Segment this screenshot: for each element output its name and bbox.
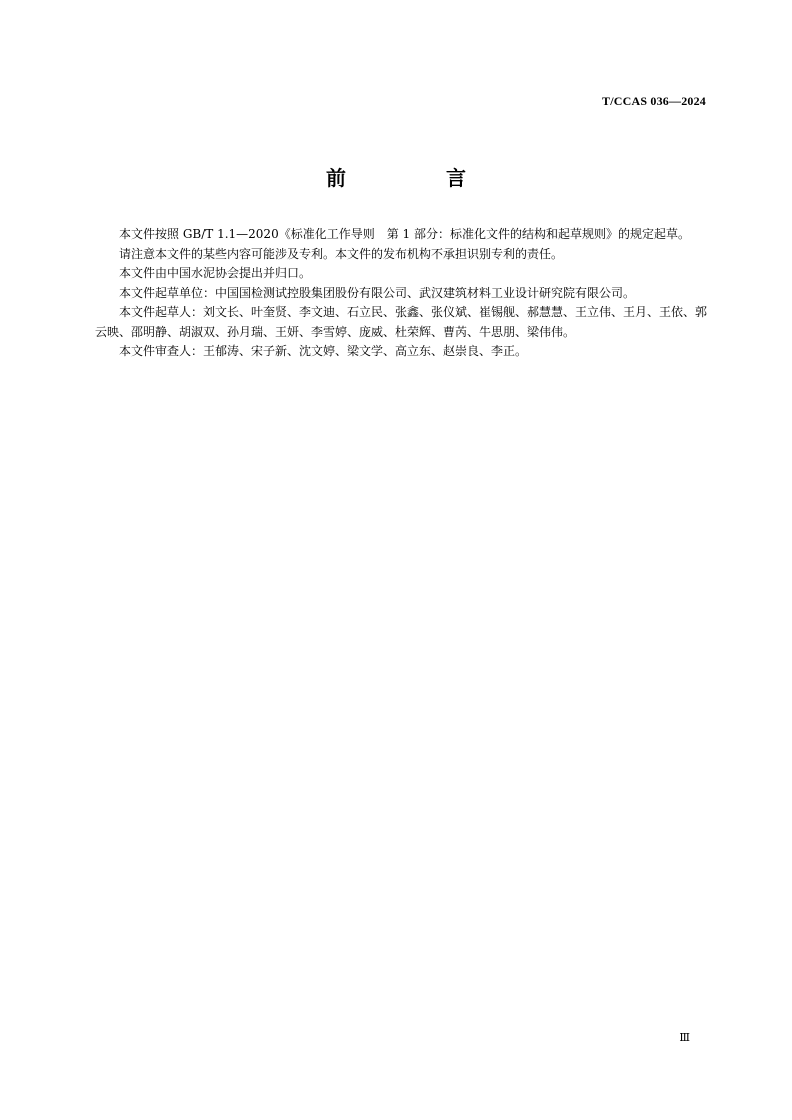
paragraph-proposer: 本文件由中国水泥协会提出并归口。: [119, 266, 312, 280]
paragraph-reviewers: 本文件审查人：王郁涛、宋子新、沈文婷、梁文学、高立东、赵崇良、李正。: [119, 344, 528, 358]
paragraph-patent-notice: 请注意本文件的某些内容可能涉及专利。本文件的发布机构不承担识别专利的责任。: [119, 246, 564, 261]
page-number: Ⅲ: [679, 1032, 690, 1044]
document-code: T/CCAS 036—2024: [601, 94, 706, 108]
paragraph-drafting-units: 本文件起草单位：中国国检测试控股集团股份有限公司、武汉建筑材料工业设计研究院有限公司。: [119, 285, 636, 300]
paragraph-drafting-rules: 本文件按照 GB/T 1.1—2020《标准化工作导则 第 1 部分：标准化文件的结构和起草规则》的规定起草。: [119, 227, 690, 241]
paragraph-drafters: 本文件起草人：刘文长、叶奎贤、李文迪、石立民、张鑫、张仪斌、崔锡舰、郝慧慧、王立伟、王月、王依、郭云映、邵明静、胡淑双、孙月瑞、王妍、李雪婷、庞威、杜荣辉、曹芮、牛思朋、梁伟伟。: [95, 305, 708, 339]
page-title: 前 言: [326, 166, 506, 190]
document-body: [95, 225, 707, 362]
